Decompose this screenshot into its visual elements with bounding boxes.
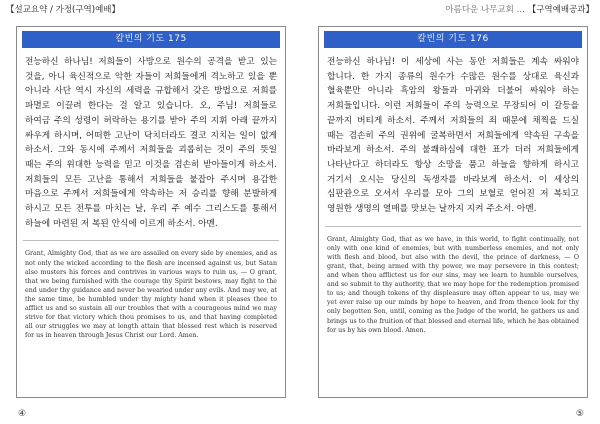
- left-page: [16, 26, 286, 398]
- right-page: [318, 26, 588, 398]
- left-english-prayer: Grant, Almighty God, that as we are assailed on every side by enemies, and as not only the wicked according to the flesh are incensed against us, but Satan also musters his forces and contrives in various ways to ruin us, — O grant, that we being furnished with the courage thy Spirit bestows, may fight to the end under thy guidance and never be wearied under any evils. And may we, at the same time, be humbled under thy mighty hand when it pleases thee to afflict us and so sustain all our troubles that with a courageous mind we may strive for that victory which thou promises to us, and that having completed all our struggles we may at length attain that blessed rest which is reserved for us in heaven through Jesus Christ our Lord. Amen.: [25, 250, 277, 340]
- right-page-title: 칼빈의 기도 176: [324, 31, 582, 48]
- header-right: [445, 3, 594, 15]
- left-korean-prayer: 전능하신 하나님! 저희들이 사방으로 원수의 공격을 받고 있는 것을, 아니 육신적으로 악한 자들이 저희들에게 격노하고 있을 뿐 아니라 사단 역시 자신의 세력을 규합해서 갖은 방법으로 저희를 파멸로 이끌려 한다는 걸 알고 있습니다. 오, 주님! 저희들로 하여금 주의 성령이 허락하는 용기를 받아 주의 지휘 아래 끝까지 싸우게 하시며, 어떠한 고난이 닥치더라도 결코 지치는 일이 없게 하소서. 그와 동시에 주께서 저희들을 괴롭히는 것이 주의 뜻일 때는 주의 위대한 능력을 믿고 이것을 겸손히 받아들이게 하소서. 저희들의 모든 고난을 통해서 저희들을 붙잡아 주시며 용감한 마음으로 주께서 저희들에게 약속하는 저 승리를 향해 분발하게 하시고 모든 전투를 마치는 날, 우리 주 예수 그리스도를 통해서 하늘에 마련된 저 복된 안식에 이르게 하소서. 아멘.: [25, 57, 277, 229]
- header-church-name: 아름다운 나무교회 …: [445, 5, 526, 15]
- left-page-title: 칼빈의 기도 175: [22, 31, 280, 48]
- header-left-label: 【설교요약 / 가정(구역)예배】: [6, 5, 121, 15]
- left-page-number: ④: [18, 409, 27, 419]
- header-right-label: 【구역예배공과】: [527, 5, 594, 15]
- right-divider: [325, 226, 581, 227]
- right-korean-prayer: 전능하신 하나님! 이 세상에 사는 동안 저희들은 계속 싸워야 합니다. 한 가지 종류의 원수가 수많은 원수를 상대로 육신과 혈육뿐만 아니라 흑암의 왕들과 마귀와 더불어 싸워야 하는 저희들입니다. 이런 저희들이 주의 능력으로 무장되어 이 갈등을 끝까지 버티게 하소서. 주께서 저희들의 죄 때문에 채찍을 드실 때는 겸손히 주의 권위에 굴복하면서 저희들에게 약속된 구속을 바라보게 하소서. 주의 불쾌하심에 대한 표가 더러 저희들에게 나타난다고 하더라도 항상 소망을 품고 하늘을 향하게 하시고 거기서 오시는 당신의 독생자를 바라보게 하소서. 이 세상의 심판관으로 오셔서 우리를 모아 그의 보혈로 얻어진 저 복되고 영원한 생명의 열매를 맛보는 날까지 지켜 주소서. 아멘.: [327, 57, 579, 215]
- left-divider: [23, 240, 279, 241]
- right-english-prayer: Grant, Almighty God, that as we have, in this world, to fight continually, not only with one kind of enemies, but with numberless enemies, and not only with flesh and blood, but also with the devil, the prince of darkness, — O grant, that, being armed with thy power, we may persevere in this contest; and when thou afflictest us for our sins, may we learn to humble ourselves, and so submit to thy authority, that we may hope for the redemption promised to us; and though tokens of thy displeasure may often appear to us, may we yet ever raise up our minds by hope to heaven, and from thence look for thy only begotten Son, until, coming as the Judge of the world, he gathers us and brings us to the fruition of that blessed and eternal life, which he has obtained for us by his own blood. Amen.: [327, 235, 579, 334]
- right-page-number: ⑤: [575, 409, 584, 419]
